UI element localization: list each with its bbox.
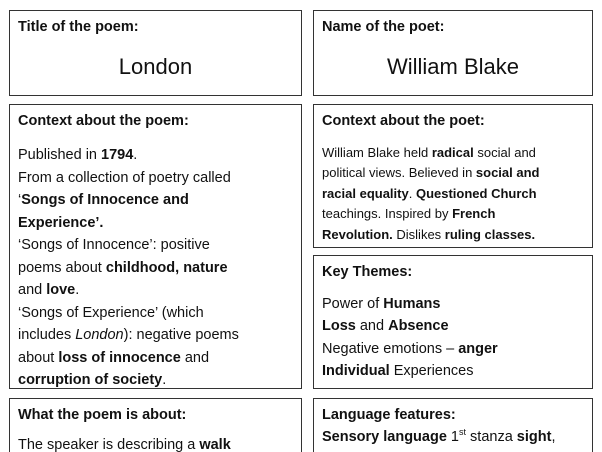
- context-poem-line: ‘Songs of Innocence and: [18, 192, 189, 208]
- key-themes-line: Loss and Absence: [322, 318, 449, 335]
- context-poem-line: and love.: [18, 282, 80, 298]
- poet-name: William Blake: [386, 54, 520, 79]
- poem-title: London: [118, 54, 193, 79]
- context-poet-box: [313, 104, 593, 248]
- context-poem-line: ‘Songs of Experience’ (which: [18, 304, 204, 321]
- poet-box: [313, 10, 593, 96]
- key-themes-line: Individual Experiences: [322, 362, 474, 379]
- language-line: Sensory language 1st stanza sight,: [322, 427, 556, 445]
- language-header: Language features:: [322, 407, 456, 423]
- context-poem-line: From a collection of poetry called: [18, 169, 231, 186]
- context-poem-line: about loss of innocence and: [18, 349, 210, 366]
- poet-box-header: Name of the poet:: [322, 19, 445, 35]
- about-poem-text: [10, 424, 301, 452]
- about-poem-line: The speaker is describing a walk: [18, 437, 231, 452]
- key-themes-text: [314, 281, 592, 382]
- context-poem-line: ‘Songs of Innocence’: positive: [18, 237, 210, 253]
- about-poem-header: What the poem is about:: [18, 407, 187, 423]
- about-poem-box: [9, 398, 302, 452]
- title-box-header: Title of the poem:: [18, 19, 139, 35]
- title-box: [9, 10, 302, 96]
- context-poem-line: corruption of society.: [18, 372, 167, 388]
- context-poem-header: Context about the poem:: [18, 113, 189, 129]
- key-themes-header: Key Themes:: [322, 264, 413, 280]
- context-poem-line: poems about childhood, nature: [18, 259, 228, 276]
- context-poem-line: Published in 1794.: [18, 147, 138, 163]
- context-poem-line: includes London): negative poems: [18, 327, 239, 343]
- key-themes-box: [313, 255, 593, 389]
- context-poet-line: William Blake held radical social and: [322, 145, 536, 160]
- context-poem-box: [9, 104, 302, 389]
- key-themes-line: Negative emotions – anger: [322, 340, 498, 357]
- context-poem-line: Experience’.: [18, 214, 104, 231]
- context-poet-line: Revolution. Dislikes ruling classes.: [322, 226, 536, 242]
- context-poet-line: teachings. Inspired by French: [322, 206, 496, 222]
- context-poet-line: political views. Believed in social and: [322, 165, 540, 181]
- context-poem-text: [10, 130, 301, 389]
- context-poet-line: racial equality. Questioned Church: [322, 185, 537, 201]
- context-poet-text: [314, 130, 592, 245]
- language-text: [314, 424, 592, 449]
- context-poet-header: Context about the poet:: [322, 113, 485, 129]
- language-box: [313, 398, 593, 452]
- key-themes-line: Power of Humans: [322, 296, 441, 312]
